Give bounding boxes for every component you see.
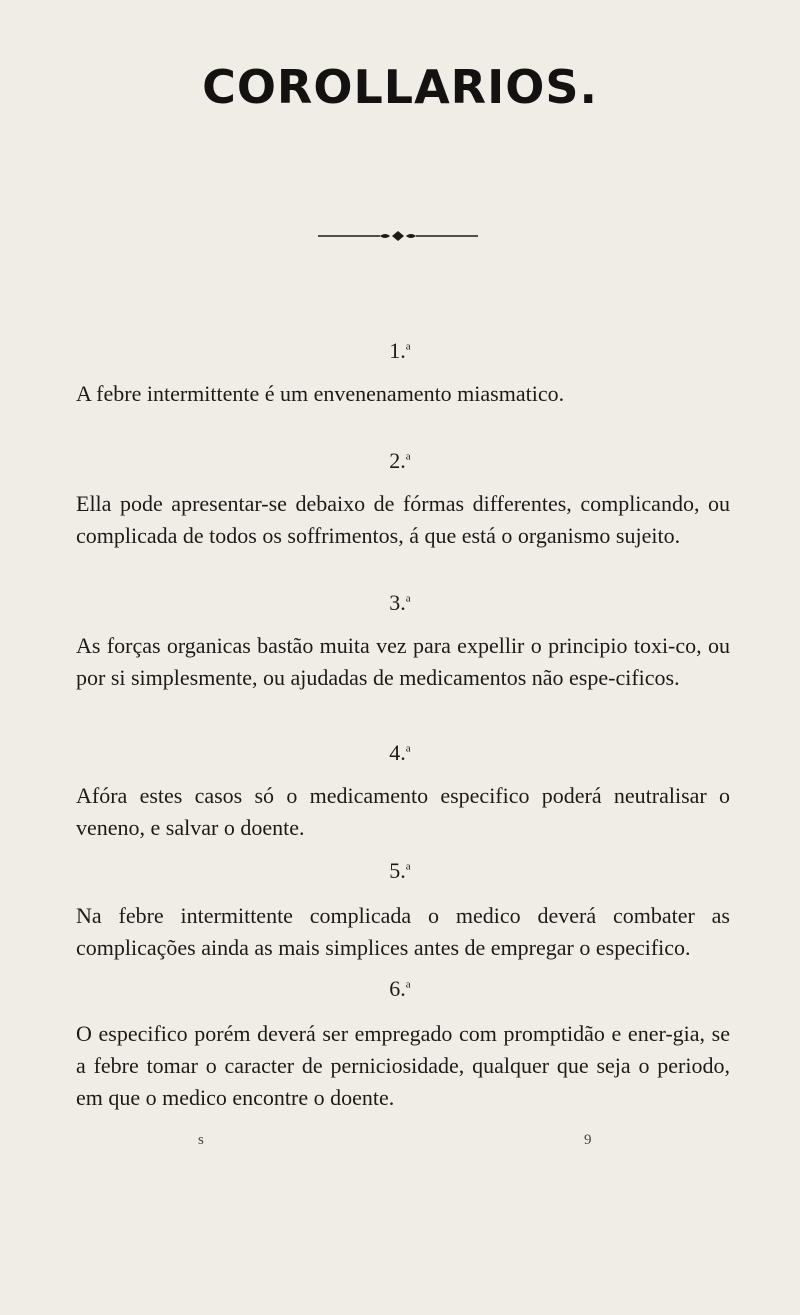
item-text-6: O especifico porém deverá ser empregado com promptidão e ener-gia, se a febre tomar o caracter de perniciosidade, qualquer que seja o periodo, em que o medico encontre o doente. — [76, 1021, 730, 1110]
item-number-5: 5.$^a$ — [389, 858, 411, 883]
item-number-2: 2.$^a$ — [389, 448, 411, 473]
page-number: 9 — [584, 1132, 592, 1148]
page-title: COROLLARIOS. — [202, 60, 598, 114]
item-number-1: 1.$^a$ — [389, 338, 411, 363]
item-text-2: Ella pode apresentar-se debaixo de fórmas differentes, complicando, ou complicada de todos os soffrimentos, á que está o organismo sujeito. — [76, 491, 730, 548]
divider-ornament-icon — [318, 230, 478, 242]
item-text-4: Afóra estes casos só o medicamento especifico poderá neutralisar o veneno, e salvar o doente. — [76, 783, 730, 840]
item-number-4: 4.$^a$ — [389, 740, 411, 765]
signature-mark: s — [198, 1132, 204, 1148]
item-text-1: A febre intermittente é um envenenamento miasmatico. — [76, 381, 565, 406]
item-number-3: 3.$^a$ — [389, 590, 411, 615]
item-number-6: 6.$^a$ — [389, 976, 411, 1001]
item-text-3: As forças organicas bastão muita vez para expellir o principio toxi-co, ou por si simplesmente, ou ajudadas de medicamentos não espe-cificos. — [76, 633, 730, 690]
item-text-5: Na febre intermittente complicada o medico deverá combater as complicações ainda as mais simplices antes de empregar o especifico. — [76, 903, 730, 960]
